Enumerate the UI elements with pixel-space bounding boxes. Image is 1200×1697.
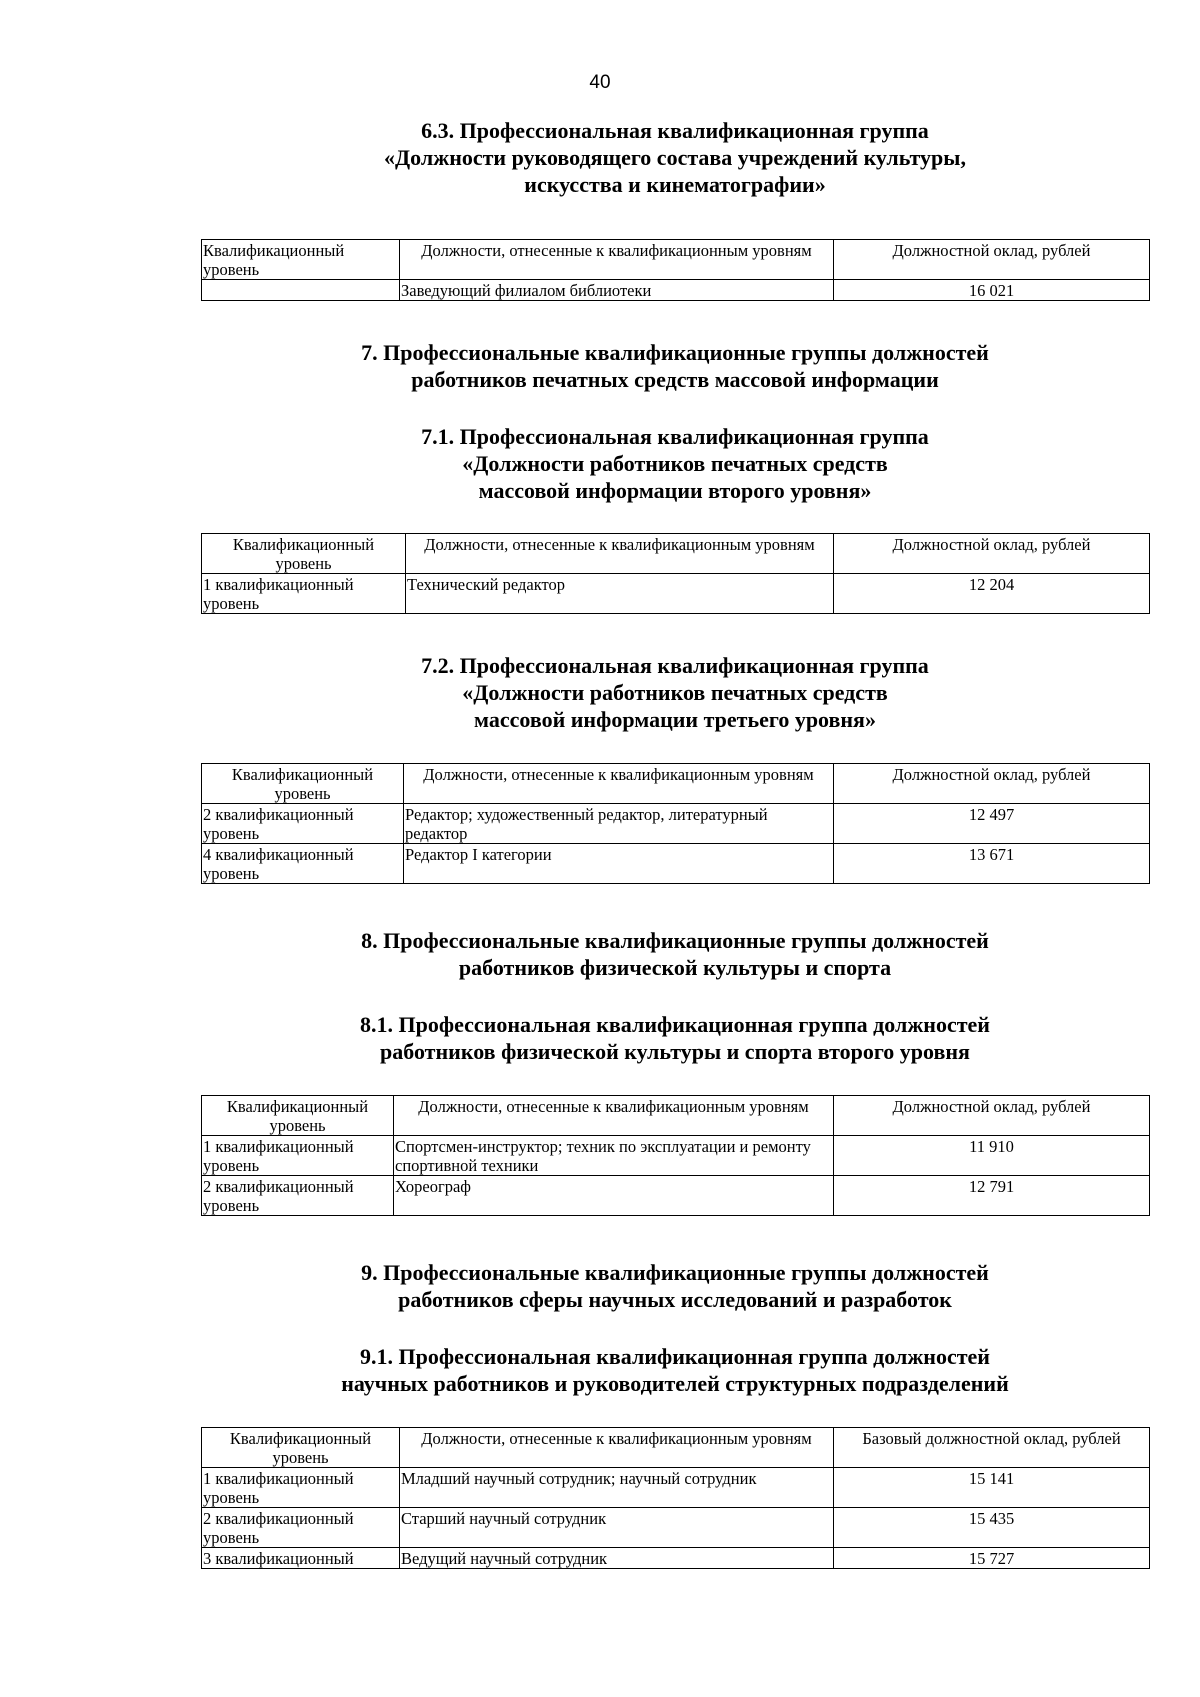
cell-salary: 13 671: [834, 844, 1150, 884]
header-salary: Должностной оклад, рублей: [834, 240, 1150, 280]
heading-line: 7.1. Профессиональная квалификационная группа: [421, 424, 929, 449]
heading-line: массовой информации второго уровня»: [478, 478, 872, 503]
section-7-2-heading: [200, 652, 1150, 733]
cell-salary: 11 910: [834, 1136, 1150, 1176]
section-8-1-heading: [200, 1011, 1150, 1065]
header-salary: Должностной оклад, рублей: [834, 1096, 1150, 1136]
heading-line: искусства и кинематографии»: [524, 172, 826, 197]
heading-line: 7. Профессиональные квалификационные группы должностей: [361, 340, 989, 365]
table-row: [202, 574, 1150, 614]
table-row: [202, 804, 1150, 844]
table-row: [202, 1468, 1150, 1508]
cell-position: Заведующий филиалом библиотеки: [400, 280, 834, 301]
cell-level: 3 квалификационный: [202, 1548, 400, 1569]
header-level: Квалификационный уровень: [202, 240, 400, 280]
heading-line: «Должности работников печатных средств: [462, 451, 888, 476]
heading-line: 8. Профессиональные квалификационные группы должностей: [361, 928, 989, 953]
cell-salary: 12 791: [834, 1176, 1150, 1216]
cell-salary: 15 727: [834, 1548, 1150, 1569]
header-level: Квалификационный уровень: [202, 764, 404, 804]
heading-line: 6.3. Профессиональная квалификационная группа: [421, 118, 929, 143]
header-level: Квалификационный уровень: [202, 1428, 400, 1468]
cell-position: Хореограф: [394, 1176, 834, 1216]
heading-line: работников сферы научных исследований и разработок: [398, 1287, 952, 1312]
table-row: [202, 1508, 1150, 1548]
heading-line: 8.1. Профессиональная квалификационная группа должностей: [360, 1012, 990, 1037]
heading-line: 7.2. Профессиональная квалификационная группа: [421, 653, 929, 678]
table-row: [202, 1136, 1150, 1176]
heading-line: массовой информации третьего уровня»: [474, 707, 876, 732]
cell-level: [202, 280, 400, 301]
table-row: [202, 844, 1150, 884]
heading-line: 9. Профессиональные квалификационные группы должностей: [361, 1260, 989, 1285]
heading-line: «Должности руководящего состава учреждений культуры,: [384, 145, 966, 170]
cell-level: 4 квалификационный уровень: [202, 844, 404, 884]
section-9-heading: [200, 1259, 1150, 1313]
table-header-row: [202, 764, 1150, 804]
heading-line: научных работников и руководителей структурных подразделений: [341, 1371, 1009, 1396]
cell-position: Редактор; художественный редактор, литературный редактор: [404, 804, 834, 844]
cell-position: Редактор I категории: [404, 844, 834, 884]
table-7-1: [201, 533, 1150, 614]
heading-line: работников печатных средств массовой информации: [411, 367, 939, 392]
cell-level: 1 квалификационный уровень: [202, 1468, 400, 1508]
heading-line: работников физической культуры и спорта второго уровня: [380, 1039, 970, 1064]
header-level: Квалификационный уровень: [202, 534, 406, 574]
heading-line: работников физической культуры и спорта: [458, 955, 892, 980]
header-level: Квалификационный уровень: [202, 1096, 394, 1136]
section-7-1-heading: [200, 423, 1150, 504]
table-row: [202, 1176, 1150, 1216]
table-7-2: [201, 763, 1150, 884]
heading-line: 9.1. Профессиональная квалификационная группа должностей: [360, 1344, 990, 1369]
cell-position: Младший научный сотрудник; научный сотрудник: [400, 1468, 834, 1508]
heading-line: «Должности работников печатных средств: [462, 680, 888, 705]
header-positions: Должности, отнесенные к квалификационным уровням: [400, 1428, 834, 1468]
cell-position: Ведущий научный сотрудник: [400, 1548, 834, 1569]
header-positions: Должности, отнесенные к квалификационным уровням: [394, 1096, 834, 1136]
cell-salary: 16 021: [834, 280, 1150, 301]
header-positions: Должности, отнесенные к квалификационным уровням: [406, 534, 834, 574]
header-salary: Должностной оклад, рублей: [834, 534, 1150, 574]
section-6-3-heading: [200, 117, 1150, 198]
cell-level: 1 квалификационный уровень: [202, 574, 406, 614]
header-salary: Базовый должностной оклад, рублей: [834, 1428, 1150, 1468]
cell-level: 2 квалификационный уровень: [202, 804, 404, 844]
cell-level: 2 квалификационный уровень: [202, 1508, 400, 1548]
cell-level: 2 квалификационный уровень: [202, 1176, 394, 1216]
table-9-1: [201, 1427, 1150, 1569]
table-row: [202, 280, 1150, 301]
cell-position: Старший научный сотрудник: [400, 1508, 834, 1548]
table-header-row: [202, 1096, 1150, 1136]
table-row: [202, 1548, 1150, 1569]
section-8-heading: [200, 927, 1150, 981]
section-7-heading: [200, 339, 1150, 393]
cell-position: Спортсмен-инструктор; техник по эксплуатации и ремонту спортивной техники: [394, 1136, 834, 1176]
header-positions: Должности, отнесенные к квалификационным уровням: [400, 240, 834, 280]
page-number: 40: [589, 72, 611, 93]
cell-salary: 12 204: [834, 574, 1150, 614]
cell-position: Технический редактор: [406, 574, 834, 614]
header-salary: Должностной оклад, рублей: [834, 764, 1150, 804]
cell-salary: 15 435: [834, 1508, 1150, 1548]
section-9-1-heading: [200, 1343, 1150, 1397]
table-6-3: [201, 239, 1150, 301]
header-positions: Должности, отнесенные к квалификационным уровням: [404, 764, 834, 804]
table-header-row: [202, 1428, 1150, 1468]
table-header-row: [202, 240, 1150, 280]
cell-salary: 15 141: [834, 1468, 1150, 1508]
table-8-1: [201, 1095, 1150, 1216]
table-header-row: [202, 534, 1150, 574]
cell-level: 1 квалификационный уровень: [202, 1136, 394, 1176]
cell-salary: 12 497: [834, 804, 1150, 844]
